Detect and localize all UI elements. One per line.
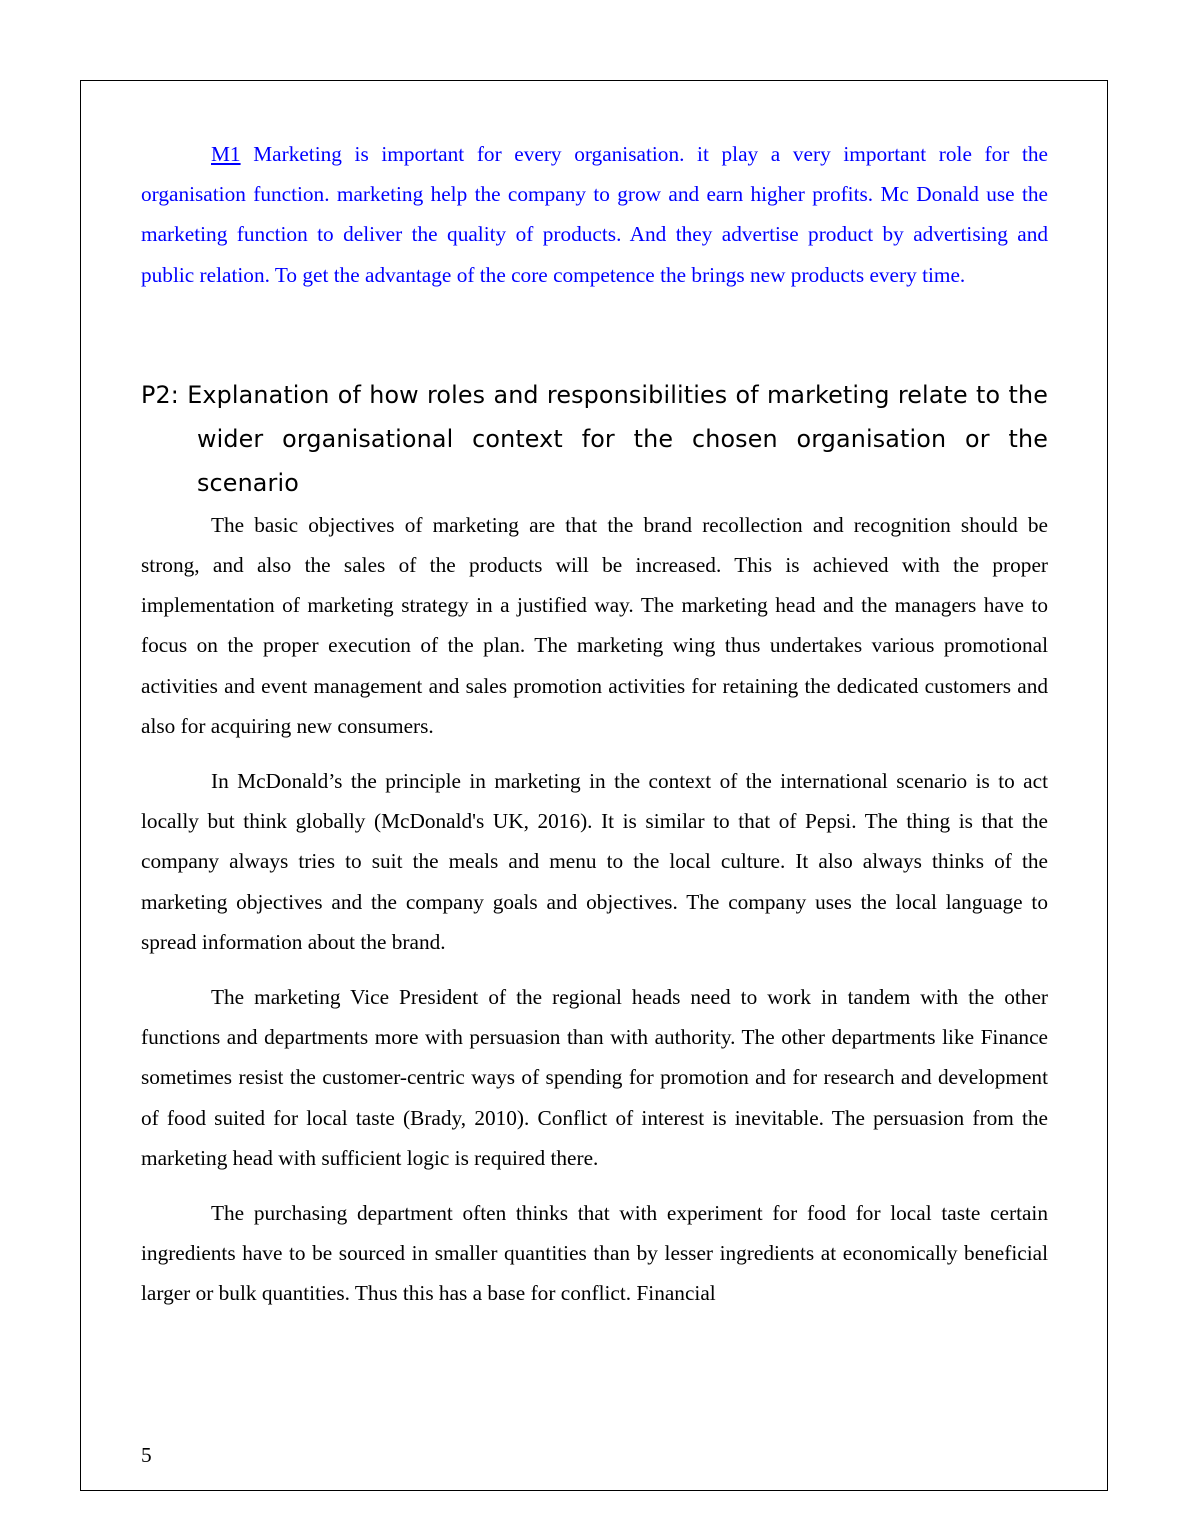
section-heading-p2: P2: Explanation of how roles and responsibilities of marketing relate to the wider organisational context for the chosen organisation or the scenario — [141, 380, 1048, 497]
body-paragraph-1: The basic objectives of marketing are that the brand recollection and recognition should be strong, and also the sales of the products will be increased. This is achieved with the proper implementation of marketing strategy in a justified way. The marketing head and the managers have to focus on the proper execution of the plan. The marketing wing thus undertakes various promotional activities and event management and sales promotion activities for retaining the dedicated customers and also for acquiring new consumers. — [141, 512, 1048, 738]
page-number: 5 — [141, 1443, 152, 1467]
m1-paragraph — [141, 134, 1048, 295]
body-paragraph-4: The purchasing department often thinks that with experiment for food for local taste certain ingredients have to be sourced in smaller quantities than by lesser ingredients at economically beneficial larger or bulk quantities. Thus this has a base for conflict. Financial — [141, 1201, 1048, 1306]
page-content — [141, 134, 1048, 1314]
m1-tag: M1 — [211, 142, 241, 166]
body-paragraph-2: In McDonald’s the principle in marketing in the context of the international scenario is to act locally but think globally (McDonald's UK, 2016). It is similar to that of Pepsi. The thing is that the company always tries to suit the meals and menu to the local culture. It also always thinks of the marketing objectives and the company goals and objectives. The company uses the local language to spread information about the brand. — [141, 769, 1048, 954]
body-paragraph-3: The marketing Vice President of the regional heads need to work in tandem with the other functions and departments more with persuasion than with authority. The other departments like Finance sometimes resist the customer-centric ways of spending for promotion and for research and development of food suited for local taste (Brady, 2010). Conflict of interest is inevitable. The persuasion from the marketing head with sufficient logic is required there. — [141, 985, 1048, 1170]
m1-text: Marketing is important for every organisation. it play a very important role for the organisation function. marketing help the company to grow and earn higher profits. Mc Donald use the marketing function to deliver the quality of products. And they advertise product by advertising and public relation. To get the advantage of the core competence the brings new products every time. — [141, 142, 1048, 287]
